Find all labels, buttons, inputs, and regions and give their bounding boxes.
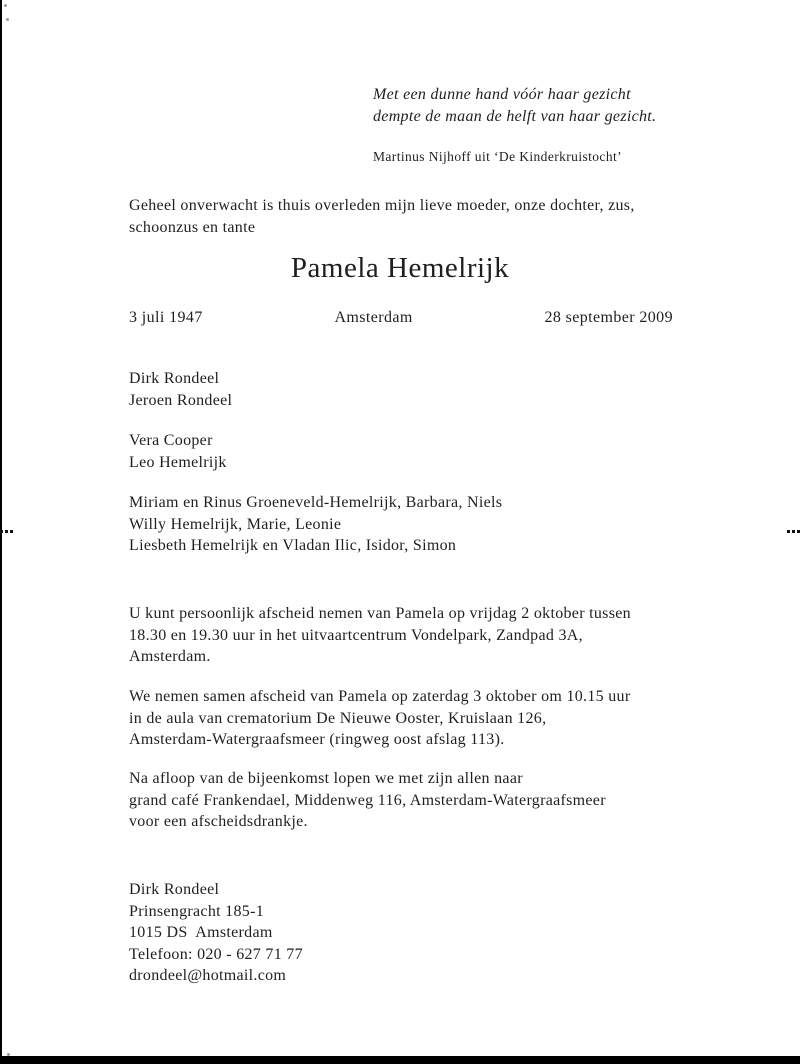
family-member: Willy Hemelrijk, Marie, Leonie [129,515,342,533]
family-member: Leo Hemelrijk [129,453,227,471]
announcement-line: Geheel onverwacht is thuis overleden mijn lieve moeder, onze dochter, zus, [129,197,635,214]
deceased-name: Pamela Hemelrijk [290,252,510,284]
paragraph-line: 18.30 en 19.30 uur in het uitvaartcentrum Vondelpark, Zandpad 3A, [129,626,583,644]
ceremony-paragraph [129,686,630,751]
scan-edge-bottom [0,1056,800,1064]
dust-speck [4,4,7,7]
death-announcement-text [129,195,635,239]
family-group-siblings [129,492,502,557]
contact-phone: Telefoon: 020 - 627 71 77 [129,945,303,963]
family-group-children [129,368,232,411]
place-of-residence: Amsterdam [334,309,413,326]
announcement-line: schoonzus en tante [129,219,256,236]
death-date: 28 september 2009 [544,309,673,326]
family-member: Dirk Rondeel [129,370,220,387]
paragraph-line: voor een afscheidsdrankje. [129,813,308,830]
registration-mark-left [0,530,13,533]
poem-attribution: Martinus Nijhoff uit ‘De Kinderkruistocht’ [373,149,623,164]
life-dates-row [129,309,673,327]
family-group-parents [129,430,227,473]
poem-quote [373,84,656,168]
family-member: Jeroen Rondeel [129,391,233,409]
poem-quote-line: Met een dunne hand vóór haar gezicht [373,86,631,103]
visitation-paragraph [129,603,631,668]
paragraph-line: We nemen samen afscheid van Pamela op zaterdag 3 oktober om 10.15 uur [129,688,631,705]
paragraph-line: U kunt persoonlijk afscheid nemen van Pamela op vrijdag 2 oktober tussen [129,605,631,622]
contact-email: drondeel@hotmail.com [129,967,287,984]
contact-name: Dirk Rondeel [129,881,220,898]
paragraph-line: Na afloop van de bijeenkomst lopen we met zijn allen naar [129,770,523,787]
contact-street: Prinsengracht 185-1 [129,902,265,920]
contact-block [129,879,303,987]
contact-city: 1015 DS Amsterdam [129,924,273,941]
paragraph-line: Amsterdam-Watergraafsmeer (ringweg oost afslag 113). [129,731,505,748]
dust-speck [6,18,9,21]
family-member: Liesbeth Hemelrijk en Vladan Ilic, Isidor, Simon [129,537,457,554]
family-member: Miriam en Rinus Groeneveld-Hemelrijk, Barbara, Niels [129,494,503,511]
paragraph-line: Amsterdam. [129,648,211,665]
birth-date: 3 juli 1947 [129,309,203,326]
poem-quote-line: dempte de maan de helft van haar gezicht. [373,108,657,125]
family-member: Vera Cooper [129,432,213,449]
dust-speck [7,1053,10,1056]
paragraph-line: in de aula van crematorium De Nieuwe Ooster, Kruislaan 126, [129,709,547,727]
paragraph-line: grand café Frankendael, Middenweg 116, Amsterdam-Watergraafsmeer [129,791,606,809]
registration-mark-right [787,530,800,533]
reception-paragraph [129,768,606,833]
